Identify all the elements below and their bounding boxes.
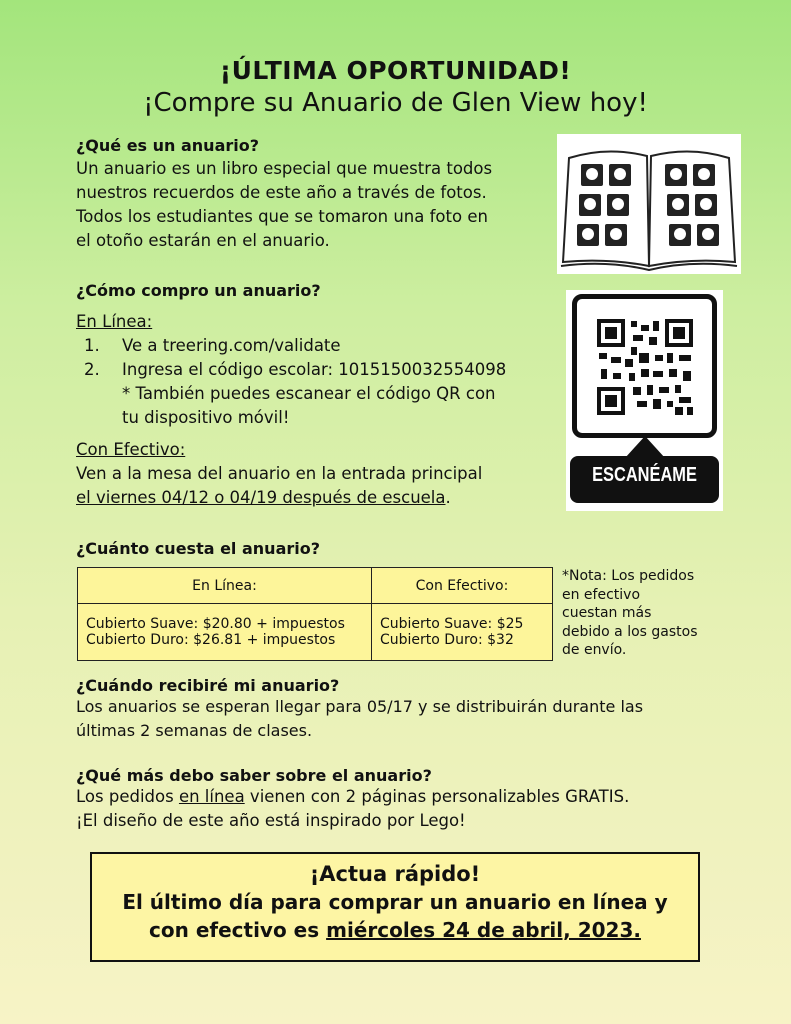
what-question: ¿Qué es un anuario?: [76, 136, 260, 155]
what-section: [76, 136, 546, 253]
steps-list: [76, 334, 546, 430]
how-section: [76, 281, 546, 510]
what-line: nuestros recuerdos de este año a través de fotos.: [76, 183, 487, 202]
note-line: debido a los gastos: [562, 623, 698, 640]
online-label: En Línea:: [76, 312, 153, 331]
what-text: [76, 157, 546, 253]
step-text: Ingresa el código escolar: 1015150032554098: [122, 360, 507, 379]
qr-block[interactable]: [566, 290, 723, 511]
note-line: de envío.: [562, 642, 627, 658]
callout-deadline: miércoles 24 de abril, 2023.: [326, 918, 641, 942]
cash-date: el viernes 04/12 o 04/19 después de escuela: [76, 488, 446, 507]
step-note: tu dispositivo móvil!: [122, 408, 290, 427]
step-1: [76, 334, 546, 358]
callout-headline: ¡Actua rápido!: [309, 862, 481, 886]
cost-question: ¿Cuánto cuesta el anuario?: [76, 539, 321, 558]
cash-label: Con Efectivo:: [76, 440, 186, 459]
price-hard: Cubierto Duro: $32: [380, 632, 514, 648]
shipping-note: [562, 567, 752, 660]
cash-line-2: [76, 486, 546, 510]
what-line: Un anuario es un libro especial que muestra todos: [76, 159, 493, 178]
callout-line: [92, 916, 698, 944]
price-hard: Cubierto Duro: $26.81 + impuestos: [86, 632, 336, 648]
qr-frame: [572, 294, 717, 438]
scan-me-label: ESCANÉAME: [592, 464, 697, 486]
online-prices: [78, 604, 372, 661]
page-title: ¡ÚLTIMA OPORTUNIDAD!: [219, 56, 572, 85]
price-soft: Cubierto Suave: $25: [380, 616, 524, 632]
open-book-icon: [557, 134, 741, 274]
price-table-row: [78, 604, 553, 661]
header-online: En Línea:: [78, 568, 372, 604]
note-line: *Nota: Los pedidos: [562, 568, 695, 584]
deadline-callout: [90, 852, 700, 962]
how-question: ¿Cómo compro un anuario?: [76, 281, 321, 300]
what-line: Todos los estudiantes que se tomaron una foto en: [76, 207, 488, 226]
cash-period: .: [445, 488, 451, 507]
price-table-header: [78, 568, 553, 604]
scan-me-arrow-icon: [625, 436, 665, 458]
callout-text: con efectivo es: [149, 918, 327, 942]
price-soft: Cubierto Suave: $20.80 + impuestos: [86, 616, 345, 632]
more-online: en línea: [178, 787, 245, 806]
step-2: [76, 358, 546, 382]
when-question: ¿Cuándo recibiré mi anuario?: [76, 676, 340, 695]
when-line: Los anuarios se esperan llegar para 05/17 y se distribuirán durante las: [76, 697, 644, 716]
note-line: cuestan más: [562, 605, 652, 621]
cash-prices: [372, 604, 553, 661]
step-note: * También puedes escanear el código QR con: [122, 384, 496, 403]
when-line: últimas 2 semanas de clases.: [76, 721, 313, 740]
callout-line: El último día para comprar un anuario en línea y: [122, 890, 668, 914]
note-line: en efectivo: [562, 586, 641, 603]
qr-code-icon: [597, 319, 693, 415]
more-question: ¿Qué más debo saber sobre el anuario?: [76, 766, 432, 785]
more-text: Los pedidos: [76, 787, 179, 806]
step-number: 2.: [84, 360, 100, 379]
what-line: el otoño estarán en el anuario.: [76, 231, 330, 250]
when-section: [76, 676, 736, 743]
page-subtitle: ¡Compre su Anuario de Glen View hoy!: [143, 88, 648, 118]
more-text: vienen con 2 páginas personalizables GRATIS.: [244, 787, 630, 806]
more-section: [76, 766, 736, 833]
more-line-2: ¡El diseño de este año está inspirado por Lego!: [76, 811, 466, 830]
cash-line-1: Ven a la mesa del anuario en la entrada principal: [76, 464, 483, 483]
header-cash: Con Efectivo:: [372, 568, 553, 604]
more-line-1: [76, 785, 736, 809]
step-number: 1.: [84, 336, 100, 355]
step-text: Ve a treering.com/validate: [122, 336, 341, 355]
price-table: [77, 567, 553, 661]
yearbook-illustration: [557, 134, 741, 274]
